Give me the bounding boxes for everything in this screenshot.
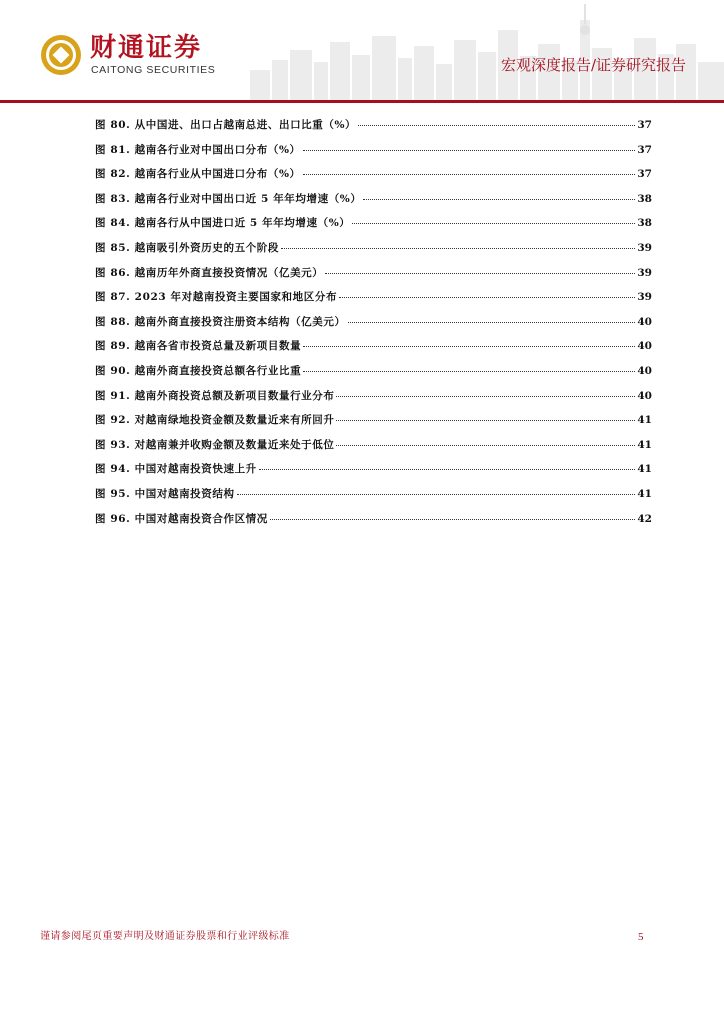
toc-entry-title: 图 87. 2023 年对越南投资主要国家和地区分布	[95, 291, 338, 304]
toc-entry[interactable]	[95, 384, 652, 409]
toc-entry-page: 40	[637, 389, 652, 402]
toc-entry[interactable]	[95, 310, 652, 335]
dot-leader	[303, 174, 636, 175]
report-type-label: 宏观深度报告/证券研究报告	[500, 56, 686, 74]
toc-entry-page: 38	[637, 217, 652, 230]
toc-entry-title: 图 92. 对越南绿地投资金额及数量近来有所回升	[95, 414, 335, 427]
dot-leader	[358, 125, 635, 126]
dot-leader	[237, 494, 636, 495]
dot-leader	[352, 223, 635, 224]
toc-entry-page: 37	[637, 143, 652, 156]
toc-entry-page: 40	[637, 340, 652, 353]
toc-entry-page: 37	[637, 119, 652, 131]
toc-entry-page: 39	[637, 266, 652, 279]
caitong-coin-logo-icon	[40, 34, 82, 76]
dot-leader	[259, 469, 636, 470]
toc-entry-title: 图 96. 中国对越南投资合作区情况	[95, 512, 268, 525]
toc-entry-title: 图 95. 中国对越南投资结构	[95, 487, 235, 500]
dot-leader	[303, 346, 635, 347]
dot-leader	[363, 199, 635, 200]
toc-entry-page: 38	[637, 192, 652, 205]
toc-entry-title: 图 84. 越南各行从中国进口近 5 年年均增速（%）	[95, 217, 351, 230]
toc-entry-page: 41	[637, 487, 652, 500]
toc-entry-title: 图 93. 对越南兼并收购金额及数量近来处于低位	[95, 438, 335, 451]
dot-leader	[336, 420, 635, 421]
dot-leader	[281, 248, 635, 249]
toc-entry-page: 37	[637, 168, 652, 181]
toc-entry[interactable]	[95, 408, 652, 433]
toc-entry-page: 40	[637, 315, 652, 328]
toc-entry-title: 图 82. 越南各行业从中国进口分布（%）	[95, 168, 301, 181]
disclaimer-note: 谨请参阅尾页重要声明及财通证券股票和行业评级标准	[40, 931, 290, 942]
toc-entry[interactable]	[95, 187, 652, 212]
toc-entry-page: 39	[637, 241, 652, 254]
toc-entry-title: 图 85. 越南吸引外资历史的五个阶段	[95, 241, 279, 254]
toc-entry[interactable]	[95, 236, 652, 261]
toc-entry-page: 39	[637, 291, 652, 304]
toc-entry[interactable]	[95, 113, 652, 138]
city-skyline-decoration	[250, 0, 724, 104]
dot-leader	[348, 322, 636, 323]
toc-entry[interactable]	[95, 138, 652, 163]
toc-entry[interactable]	[95, 457, 652, 482]
header-divider	[0, 100, 724, 103]
page-header	[0, 0, 724, 104]
toc-entry[interactable]	[95, 211, 652, 236]
toc-entry[interactable]	[95, 359, 652, 384]
toc-entry[interactable]	[95, 433, 652, 458]
toc-entry[interactable]	[95, 482, 652, 507]
toc-entry-title: 图 86. 越南历年外商直接投资情况（亿美元）	[95, 266, 324, 279]
dot-leader	[303, 371, 635, 372]
brand-name-chinese: 财通证券	[90, 33, 203, 63]
dot-leader	[339, 297, 635, 298]
toc-entry-title: 图 81. 越南各行业对中国出口分布（%）	[95, 143, 301, 156]
toc-entry-title: 图 91. 越南外商投资总额及新项目数量行业分布	[95, 389, 335, 402]
toc-entry-title: 图 88. 越南外商直接投资注册资本结构（亿美元）	[95, 315, 346, 328]
brand-name-english: CAITONG SECURITIES	[91, 64, 216, 76]
toc-entry-page: 41	[637, 414, 652, 427]
toc-entry[interactable]	[95, 261, 652, 286]
toc-entry-title: 图 80. 从中国进、出口占越南总进、出口比重（%）	[95, 119, 357, 131]
dot-leader	[336, 445, 635, 446]
dot-leader	[336, 396, 635, 397]
toc-entry[interactable]	[95, 162, 652, 187]
toc-entry-title: 图 90. 越南外商直接投资总额各行业比重	[95, 364, 302, 377]
toc-entry[interactable]	[95, 285, 652, 310]
toc-entry-title: 图 89. 越南各省市投资总量及新项目数量	[95, 340, 302, 353]
toc-entry-page: 41	[637, 463, 652, 476]
toc-entry-page: 42	[637, 512, 652, 525]
figure-list	[95, 113, 652, 531]
page-number: 5	[638, 931, 644, 943]
toc-entry[interactable]	[95, 334, 652, 359]
dot-leader	[270, 519, 635, 520]
toc-entry-title: 图 94. 中国对越南投资快速上升	[95, 463, 257, 476]
toc-entry-title: 图 83. 越南各行业对中国出口近 5 年年均增速（%）	[95, 192, 362, 205]
dot-leader	[303, 150, 636, 151]
dot-leader	[325, 273, 635, 274]
toc-entry-page: 40	[637, 364, 652, 377]
toc-entry-page: 41	[637, 438, 652, 451]
toc-entry[interactable]	[95, 507, 652, 532]
